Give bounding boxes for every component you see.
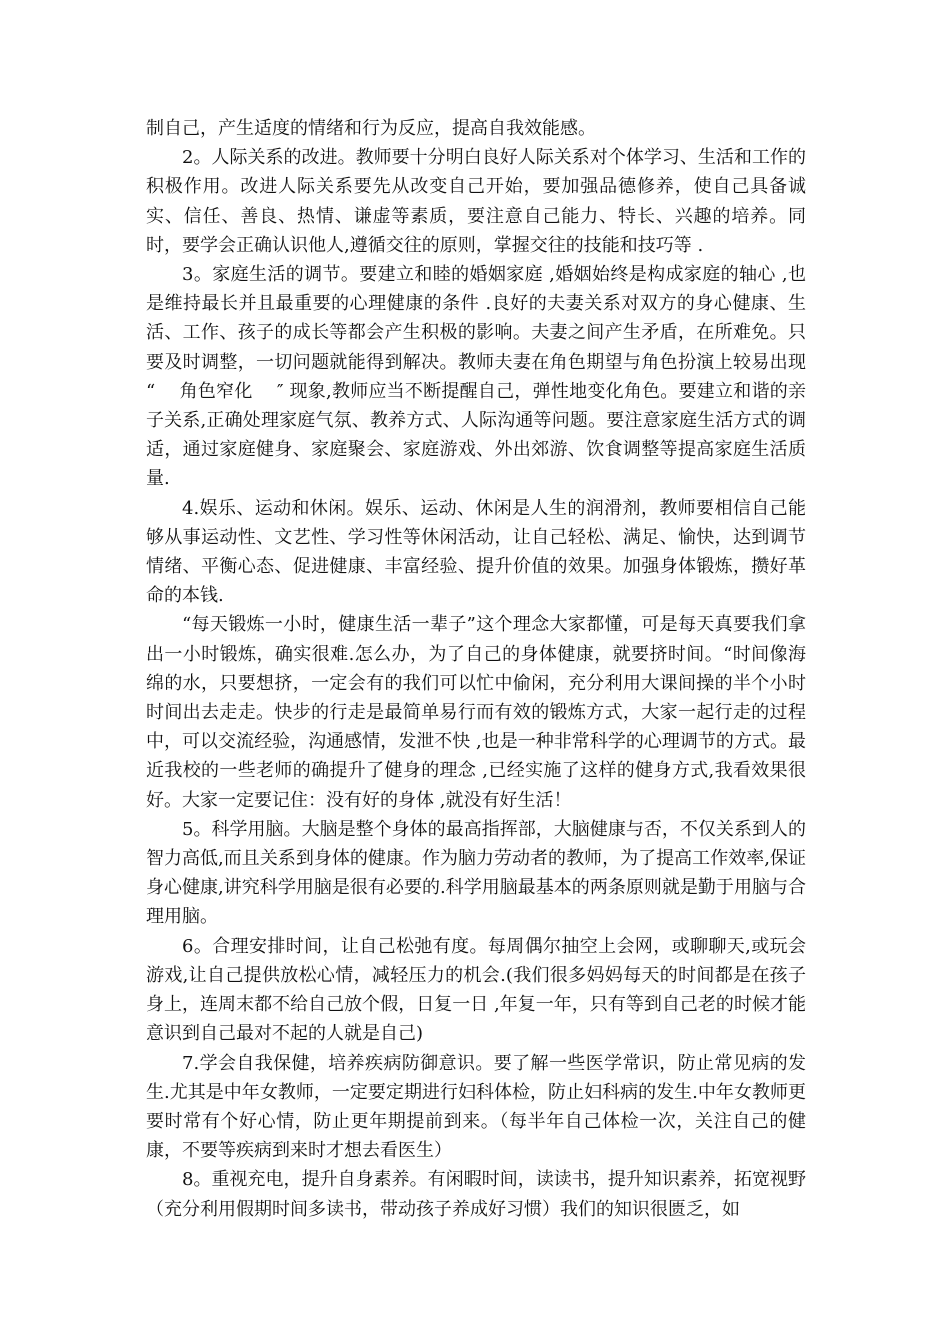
paragraph-exercise: “每天锻炼一小时，健康生活一辈子”这个理念大家都懂，可是每天真要我们拿出一小时锻炼，确实很难.怎么办，为了自己的身体健康，就要挤时间。“时间像海绵的水，只要想挤，一定会有的我们可以忙中偷闲，充分利用大课间操的半个小时时间出去走走。快步的行走是最简单易行而有效的锻炼方式，大家一起行走的过程中，可以交流经验，沟通感情，发泄不快 ,也是一种非常科学的心理调节的方式。最近我校的一些老师的确提升了健身的理念 ,已经实施了这样的健身方式,我看效果很好。大家一定要记住：没有好的身体 ,就没有好生活！ xyxy=(146,614,806,811)
paragraph-self-improvement: 8。重视充电，提升自身素养。有闲暇时间，读读书，提升知识素养，拓宽视野（充分利用假期时间多读书，带动孩子养成好习惯）我们的知识很匮乏，如 xyxy=(146,1169,806,1220)
paragraph-health-care: 7.学会自我保健，培养疾病防御意识。要了解一些医学常识，防止常见病的发生.尤其是中年女教师，一定要定期进行妇科体检，防止妇科病的发生.中年女教师更要时常有个好心情，防止更年期提前到来。（每半年自己体检一次，关注自己的健康，不要等疾病到来时才想去看医生） xyxy=(146,1052,806,1162)
paragraph-time-management: 6。合理安排时间，让自己松弛有度。每周偶尔抽空上会网，或聊聊天,或玩会游戏,让自己提供放松心情，减轻压力的机会.(我们很多妈妈每天的时间都是在孩子身上，连周末都不给自己放个假，日复一日 ,年复一年，只有等到自己老的时候才能意识到自己最对不起的人就是自己) xyxy=(146,935,806,1045)
paragraph-leisure: 4.娱乐、运动和休闲。娱乐、运动、休闲是人生的润滑剂，教师要相信自己能够从事运动性、文艺性、学习性等休闲活动，让自己轻松、满足、愉快，达到调节情绪、平衡心态、促进健康、丰富经验、提升价值的效果。加强身体锻炼，攒好革命的本钱. xyxy=(146,497,806,607)
paragraph-interpersonal: 2。人际关系的改进。教师要十分明白良好人际关系对个体学习、生活和工作的积极作用。改进人际关系要先从改变自己开始，要加强品德修养，使自己具备诚实、信任、善良、热情、谦虚等素质，要注意自己能力、特长、兴趣的培养。同时，要学会正确认识他人,遵循交往的原则，掌握交往的技能和技巧等 . xyxy=(146,147,806,256)
document-page xyxy=(146,114,806,1224)
paragraph-continuation: 制自己，产生适度的情绪和行为反应，提高自我效能感。 xyxy=(146,118,596,139)
paragraph-family-life: 3。家庭生活的调节。要建立和睦的婚姻家庭 ,婚姻始终是构成家庭的轴心 ,也是维持最长并且最重要的心理健康的条件 .良好的夫妻关系对双方的身心健康、生活、工作、孩子的成长等都会产生积极的影响。夫妻之间产生矛盾，在所难免。只要及时调整，一切问题就能得到解决。教师夫妻在角色期望与角色扮演上较易出现 “ 角色窄化 ″ 现象,教师应当不断提醒自己，弹性地变化角色。要建立和谐的亲子关系,正确处理家庭气氛、教养方式、人际沟通等问题。要注意家庭生活方式的调适，通过家庭健身、家庭聚会、家庭游戏、外出郊游、饮食调整等提高家庭生活质量. xyxy=(146,264,806,490)
paragraph-brain-use: 5。科学用脑。大脑是整个身体的最高指挥部，大脑健康与否，不仅关系到人的智力高低,而且关系到身体的健康。作为脑力劳动者的教师，为了提高工作效率,保证身心健康,讲究科学用脑是很有必要的.科学用脑最基本的两条原则就是勤于用脑与合理用脑。 xyxy=(146,818,806,928)
